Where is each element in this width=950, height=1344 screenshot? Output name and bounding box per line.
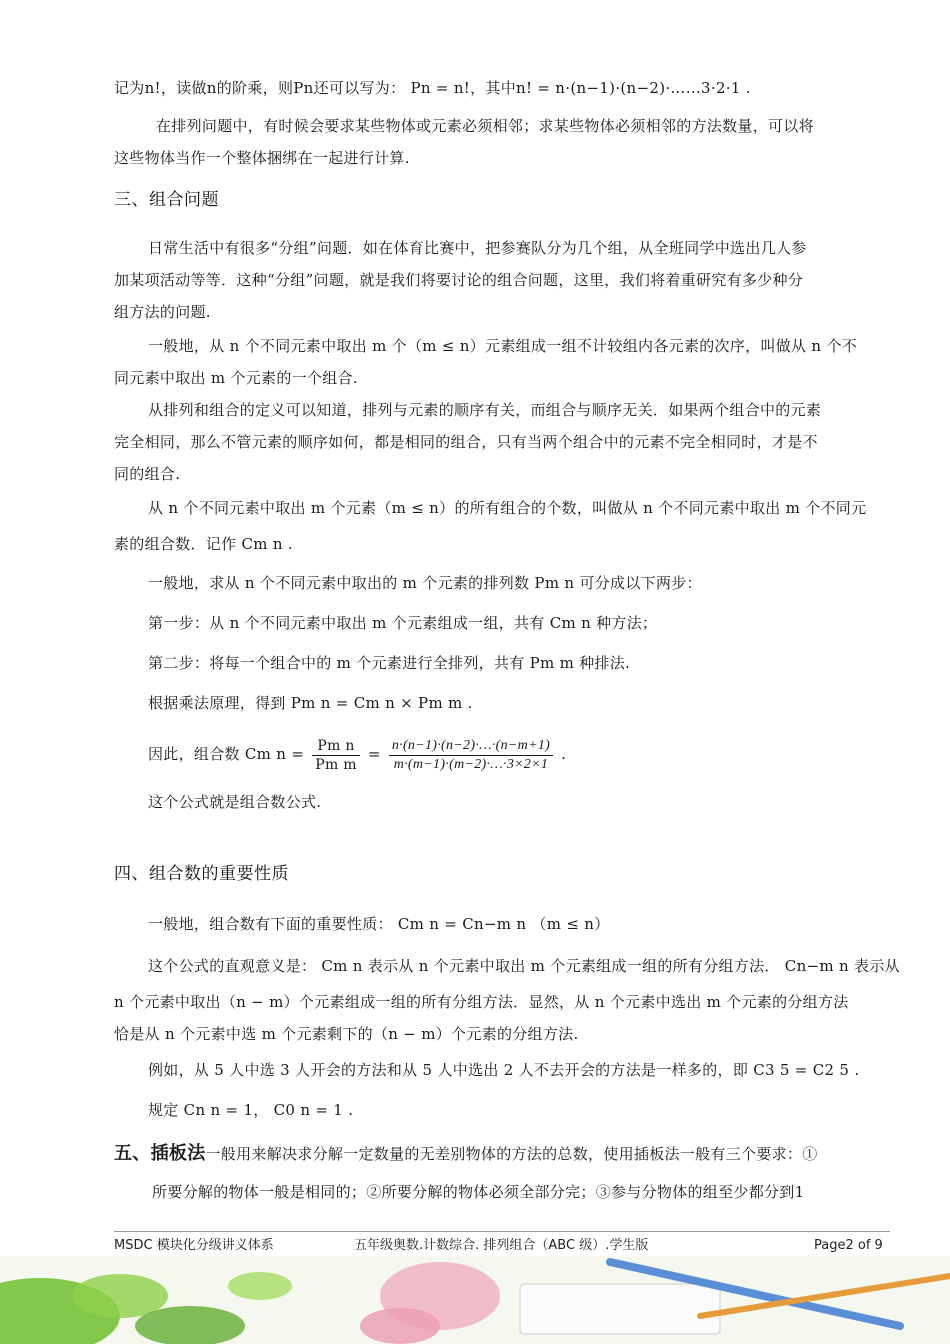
text-line: 组方法的问题. — [114, 303, 211, 321]
fraction-product-formula — [389, 737, 553, 774]
text-line: 一般地，求从 n 个不同元素中取出的 m 个元素的排列数 Pm n 可分成以下两步： — [148, 574, 702, 592]
text-line: 恰是从 n 个元素中选 m 个元素剩下的（n − m）个元素的分组方法. — [114, 1025, 579, 1043]
text-line-combination-definition: 一般地，从 n 个不同元素中取出 m 个（m ≤ n）元素组成一组不计较组内各元素的次序，叫做从 n 个不 — [148, 337, 858, 355]
text-line: 从排列和组合的定义可以知道，排列与元素的顺序有关，而组合与顺序无关．如果两个组合中的元素 — [148, 401, 822, 419]
flower-petal-icon — [360, 1308, 440, 1344]
text-line: 完全相同，那么不管元素的顺序如何，都是相同的组合，只有当两个组合中的元素不完全相同时，才是不 — [114, 433, 818, 451]
text-line-permutation-formula: 记为n!，读做n的阶乘，则Pn还可以写为： Pn = n!，其中n! = n·(n−1)·(n−2)·……3·2·1 . — [114, 79, 751, 97]
text-line: n 个元素中取出（n − m）个元素组成一组的所有分组方法．显然，从 n 个元素中选出 m 个元素的分组方法 — [114, 993, 849, 1011]
text-line-partition-method — [114, 1142, 890, 1166]
formula-suffix: . — [561, 745, 567, 763]
fraction-denominator: m·(m−1)·(m−2)·…·3×2×1 — [393, 756, 549, 772]
partition-description: 一般用来解决求分解一定数量的无差别物体的方法的总数，使用插板法一般有三个要求：① — [205, 1145, 818, 1163]
section-heading-combination-property: 四、组合数的重要性质 — [114, 864, 289, 884]
fraction-numerator: Pm n — [312, 737, 360, 756]
combination-formula: 因此，组合数 Cm n = $\frac{\text{Pm n}}{\text{Pm m}}$ = $\frac{n\cdot(n-1)\cdot(n-2)\cdot\dots\cdot(n-m+1)}{m\cdot(m-1)\cdot(m-2)\cdot\dots\cdot 3\times 2\times 1}$ . — [148, 737, 567, 773]
leaf-icon — [228, 1272, 292, 1300]
text-line: 在排列问题中，有时候会要求某些物体或元素必须相邻；求某些物体必须相邻的方法数量，可以将 — [156, 117, 814, 135]
footer-course-title: 五年级奥数.计数综合. 排列组合（ABC 级）.学生版 — [354, 1238, 649, 1253]
formula-prefix: 因此，组合数 Cm n = — [148, 745, 305, 763]
text-line: 素的组合数．记作 Cm n . — [114, 535, 293, 553]
text-line-property-formula: 一般地，组合数有下面的重要性质： Cm n = Cn−m n （m ≤ n） — [148, 915, 610, 933]
text-line-combination-number-definition: 从 n 个不同元素中取出 m 个元素（m ≤ n）的所有组合的个数，叫做从 n 个不同元素中取出 m 个不同元 — [148, 499, 867, 517]
fraction-numerator: n·(n−1)·(n−2)·…·(n−m+1) — [389, 737, 553, 756]
fraction-p-over-p — [312, 737, 360, 774]
footer-decoration-illustration — [0, 1256, 950, 1344]
fraction-denominator: Pm m — [315, 756, 357, 773]
text-line: 同元素中取出 m 个元素的一个组合. — [114, 369, 358, 387]
text-line: 这个公式的直观意义是： Cm n 表示从 n 个元素中取出 m 个元素组成一组的所有分组方法． Cn−m n 表示从 — [148, 957, 900, 975]
text-line: 所要分解的物体一般是相同的；②所要分解的物体必须全部分完；③参与分物体的组至少都分到1 — [152, 1183, 805, 1201]
text-line-step-two: 第二步：将每一个组合中的 m 个元素进行全排列，共有 Pm m 种排法. — [148, 654, 631, 672]
text-line-convention: 规定 Cn n = 1， C0 n = 1 . — [148, 1101, 354, 1119]
text-line: 这些物体当作一个整体捆绑在一起进行计算. — [114, 149, 410, 167]
section-heading-combination: 三、组合问题 — [114, 190, 219, 210]
text-line-multiplication-principle: 根据乘法原理，得到 Pm n = Cm n × Pm m . — [148, 694, 473, 712]
book-icon — [520, 1284, 720, 1334]
text-line: 日常生活中有很多“分组”问题．如在体育比赛中，把参赛队分为几个组，从全班同学中选出几人参 — [148, 239, 807, 257]
section-heading-partition: 五、插板法 — [114, 1143, 206, 1164]
text-line: 这个公式就是组合数公式. — [148, 793, 322, 811]
text-line: 加某项活动等等．这种“分组”问题，就是我们将要讨论的组合问题，这里，我们将着重研究有多少种分 — [114, 271, 804, 289]
text-line-example: 例如，从 5 人中选 3 人开会的方法和从 5 人中选出 2 人不去开会的方法是一样多的，即 C3 5 = C2 5 . — [148, 1061, 860, 1079]
footer-divider — [114, 1231, 890, 1232]
text-line: 同的组合. — [114, 465, 181, 483]
footer-series-title: MSDC 模块化分级讲义体系 — [114, 1238, 274, 1253]
footer-page-number: Page2 of 9 — [814, 1238, 883, 1253]
text-line-step-one: 第一步：从 n 个不同元素中取出 m 个元素组成一组，共有 Cm n 种方法； — [148, 614, 658, 632]
